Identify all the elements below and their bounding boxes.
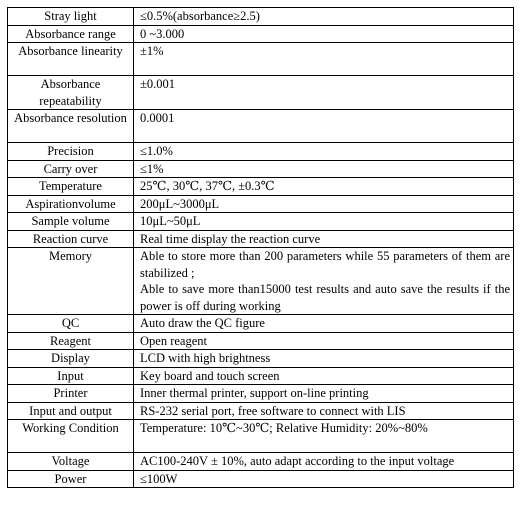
spec-param-label: Display xyxy=(8,350,134,368)
spec-param-label: Carry over xyxy=(8,160,134,178)
spec-param-label: Voltage xyxy=(8,453,134,471)
spec-value-line: Temperature: 10℃~30℃; Relative Humidity: 20%~80% xyxy=(140,421,428,435)
spec-value xyxy=(134,76,514,110)
spec-value-line: 25℃, 30℃, 37℃, ±0.3℃ xyxy=(140,179,275,193)
spec-param-label: Input and output xyxy=(8,402,134,420)
spec-row xyxy=(8,350,514,368)
spec-table-body xyxy=(8,8,514,488)
spec-value xyxy=(134,195,514,213)
spec-param-label: Temperature xyxy=(8,178,134,196)
spec-table xyxy=(7,7,514,488)
spec-value xyxy=(134,160,514,178)
spec-row xyxy=(8,213,514,231)
spec-value-line: Key board and touch screen xyxy=(140,368,280,383)
spec-param-label: Precision xyxy=(8,143,134,161)
spec-row xyxy=(8,248,514,315)
spec-row xyxy=(8,230,514,248)
spec-value-line: AC100-240V ± 10%, auto adapt according to the input voltage xyxy=(140,454,455,468)
spec-param-label: Sample volume xyxy=(8,213,134,231)
spec-row xyxy=(8,143,514,161)
spec-value xyxy=(134,25,514,43)
spec-row xyxy=(8,178,514,196)
spec-row xyxy=(8,8,514,26)
spec-value xyxy=(134,230,514,248)
spec-row xyxy=(8,195,514,213)
spec-value-line: Inner thermal printer, support on-line printing xyxy=(140,386,369,400)
spec-value-line: ±1% xyxy=(140,44,164,58)
spec-row xyxy=(8,76,514,110)
spec-value xyxy=(134,43,514,76)
spec-row xyxy=(8,315,514,333)
spec-value-line: Open reagent xyxy=(140,333,207,348)
spec-value-line: ≤1% xyxy=(140,161,164,176)
spec-value xyxy=(134,332,514,350)
spec-value-line: ≤100W xyxy=(140,471,178,486)
spec-value-line: LCD with high brightness xyxy=(140,351,271,365)
spec-value-line: 0 ~3.000 xyxy=(140,26,185,41)
spec-value xyxy=(134,213,514,231)
spec-param-label: Input xyxy=(8,367,134,385)
spec-row xyxy=(8,420,514,453)
spec-value-line: 10μL~50μL xyxy=(140,214,201,228)
spec-param-label: Power xyxy=(8,470,134,488)
spec-row xyxy=(8,110,514,143)
spec-param-label: Memory xyxy=(8,248,134,315)
spec-value xyxy=(134,453,514,471)
spec-row xyxy=(8,43,514,76)
spec-param-label: QC xyxy=(8,315,134,333)
spec-value xyxy=(134,470,514,488)
spec-param-label: Absorbance linearity xyxy=(8,43,134,76)
spec-value xyxy=(134,367,514,385)
spec-value xyxy=(134,143,514,161)
spec-value-line: 200μL~3000μL xyxy=(140,196,220,211)
spec-row xyxy=(8,367,514,385)
spec-value-line: ±0.001 xyxy=(140,77,175,91)
spec-value-line: RS-232 serial port, free software to connect with LIS xyxy=(140,403,406,418)
spec-row xyxy=(8,402,514,420)
spec-value xyxy=(134,385,514,403)
spec-param-label: Aspirationvolume xyxy=(8,195,134,213)
spec-row xyxy=(8,453,514,471)
spec-value xyxy=(134,315,514,333)
spec-value xyxy=(134,110,514,143)
spec-param-label: Absorbance resolution xyxy=(8,110,134,143)
spec-row xyxy=(8,160,514,178)
spec-value-line: Able to save more than15000 test results and auto save the results if the power is off during working xyxy=(140,282,510,313)
spec-value xyxy=(134,350,514,368)
spec-value xyxy=(134,248,514,315)
spec-value-line: Auto draw the QC figure xyxy=(140,316,265,330)
spec-param-label: Reaction curve xyxy=(8,230,134,248)
spec-param-label: Reagent xyxy=(8,332,134,350)
spec-value xyxy=(134,402,514,420)
spec-value-line: ≤1.0% xyxy=(140,144,173,158)
spec-row xyxy=(8,385,514,403)
spec-value xyxy=(134,420,514,453)
spec-row xyxy=(8,25,514,43)
spec-row xyxy=(8,470,514,488)
spec-value-line: Real time display the reaction curve xyxy=(140,231,321,246)
spec-param-label: Working Condition xyxy=(8,420,134,453)
spec-value-line: ≤0.5%(absorbance≥2.5) xyxy=(140,9,260,23)
spec-param-label: Stray light xyxy=(8,8,134,26)
spec-param-label: Absorbance repeatability xyxy=(8,76,134,110)
spec-param-label: Absorbance range xyxy=(8,25,134,43)
spec-value-line: 0.0001 xyxy=(140,111,175,125)
spec-value xyxy=(134,8,514,26)
spec-value xyxy=(134,178,514,196)
spec-value-line: Able to store more than 200 parameters while 55 parameters of them are stabilized ; xyxy=(140,249,510,280)
spec-row xyxy=(8,332,514,350)
spec-param-label: Printer xyxy=(8,385,134,403)
